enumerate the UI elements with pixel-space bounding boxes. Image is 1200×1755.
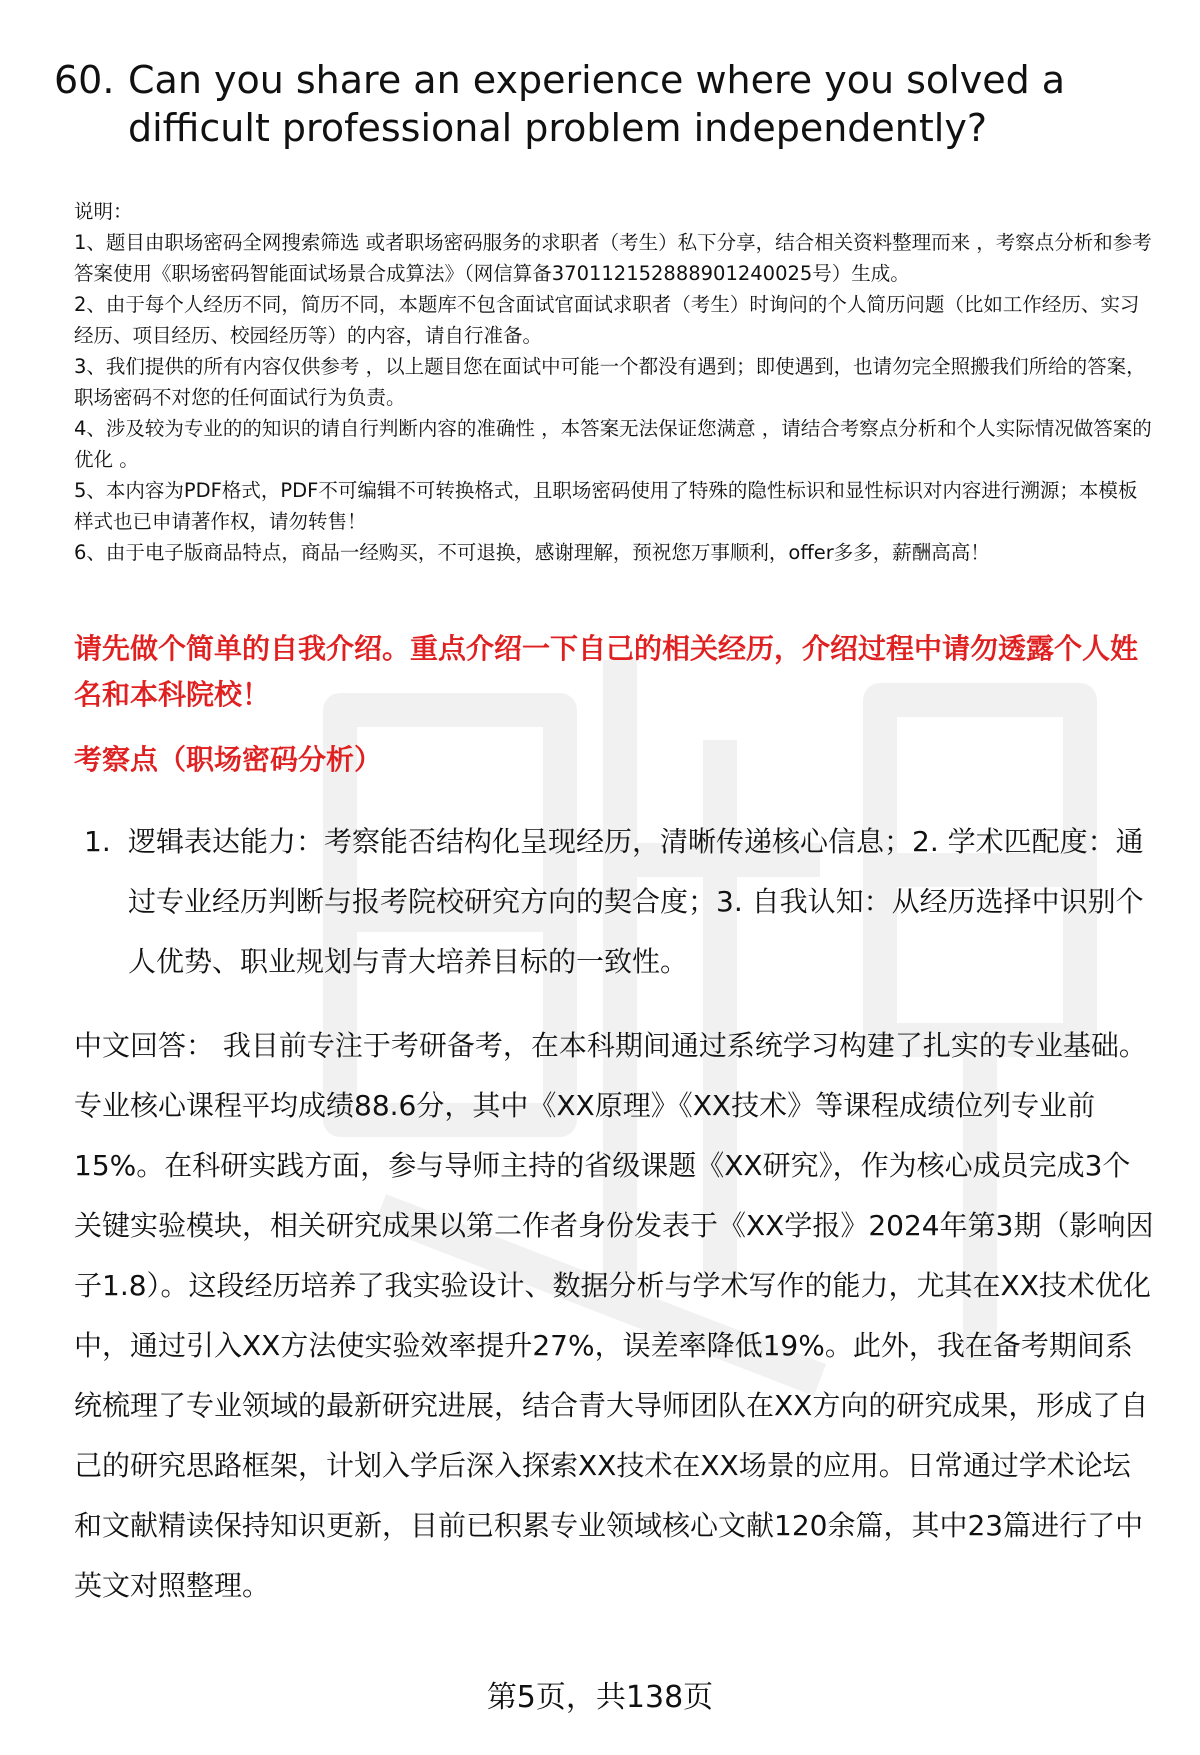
disclaimer-notes [74,196,1154,568]
interview-prompt: 请先做个简单的自我介绍。重点介绍一下自己的相关经历，介绍过程中请勿透露个人姓名和本科院校！ [74,632,1139,711]
note-item: 6、由于电子版商品特点，商品一经购买，不可退换，感谢理解，预祝您万事顺利，offer多多，薪酬高高！ [74,541,990,564]
analysis-heading: 考察点（职场密码分析） [74,743,383,776]
note-item: 3、我们提供的所有内容仅供参考 ，以上题目您在面试中可能一个都没有遇到；即使遇到，也请勿完全照搬我们所给的答案，职场密码不对您的任何面试行为负责。 [74,355,1146,409]
analysis-text: 逻辑表达能力：考察能否结构化呈现经历，清晰传递核心信息；2. 学术匹配度：通过专业经历判断与报考院校研究方向的契合度；3. 自我认知：从经历选择中识别个人优势、职业规划与青大培养目标的一致性。 [128,825,1144,978]
question-heading [54,56,1144,152]
note-item: 2、由于每个人经历不同，简历不同，本题库不包含面试官面试求职者（考生）时询问的个人简历问题（比如工作经历、实习经历、项目经历、校园经历等）的内容，请自行准备。 [74,293,1140,347]
analysis-points [84,812,1154,992]
answer-paragraph [74,1016,1154,1616]
page-number: 第5页，共138页 [486,1680,714,1715]
question-text: Can you share an experience where you solved a difficult professional problem independently? [128,58,1066,150]
notes-heading: 说明： [74,200,133,223]
analysis-number: 1. [84,825,111,858]
answer-text: 我目前专注于考研备考，在本科期间通过系统学习构建了扎实的专业基础。专业核心课程平均成绩88.6分，其中《XX原理》《XX技术》等课程成绩位列专业前15%。在科研实践方面，参与导师主持的省级课题《XX研究》，作为核心成员完成3个关键实验模块，相关研究成果以第二作者身份发表于《XX学报》2024年第3期（影响因子1.8）。这段经历培养了我实验设计、数据分析与学术写作的能力，尤其在XX技术优化中，通过引入XX方法使实验效率提升27%，误差率降低19%。此外，我在备考期间系统梳理了专业领域的最新研究进展，结合青大导师团队在XX方向的研究成果，形成了自己的研究思路框架，计划入学后深入探索XX技术在XX场景的应用。日常通过学术论坛和文献精读保持知识更新，目前已积累专业领域核心文献120余篇，其中23篇进行了中英文对照整理。 [74,1029,1154,1602]
answer-label: 中文回答： [74,1029,215,1062]
note-item: 4、涉及较为专业的的知识的请自行判断内容的准确性 ，本答案无法保证您满意 ，请结合考察点分析和个人实际情况做答案的优化 。 [74,417,1152,471]
note-item: 1、题目由职场密码全网搜索筛选 或者职场密码服务的求职者（考生）私下分享，结合相关资料整理而来 ，考察点分析和参考答案使用《职场密码智能面试场景合成算法》（网信算备370112152888901240025号）生成。 [74,231,1152,285]
question-number: 60. [54,58,115,102]
note-item: 5、本内容为PDF格式，PDF不可编辑不可转换格式，且职场密码使用了特殊的隐性标识和显性标识对内容进行溯源；本模板样式也已申请著作权，请勿转售！ [74,479,1138,533]
